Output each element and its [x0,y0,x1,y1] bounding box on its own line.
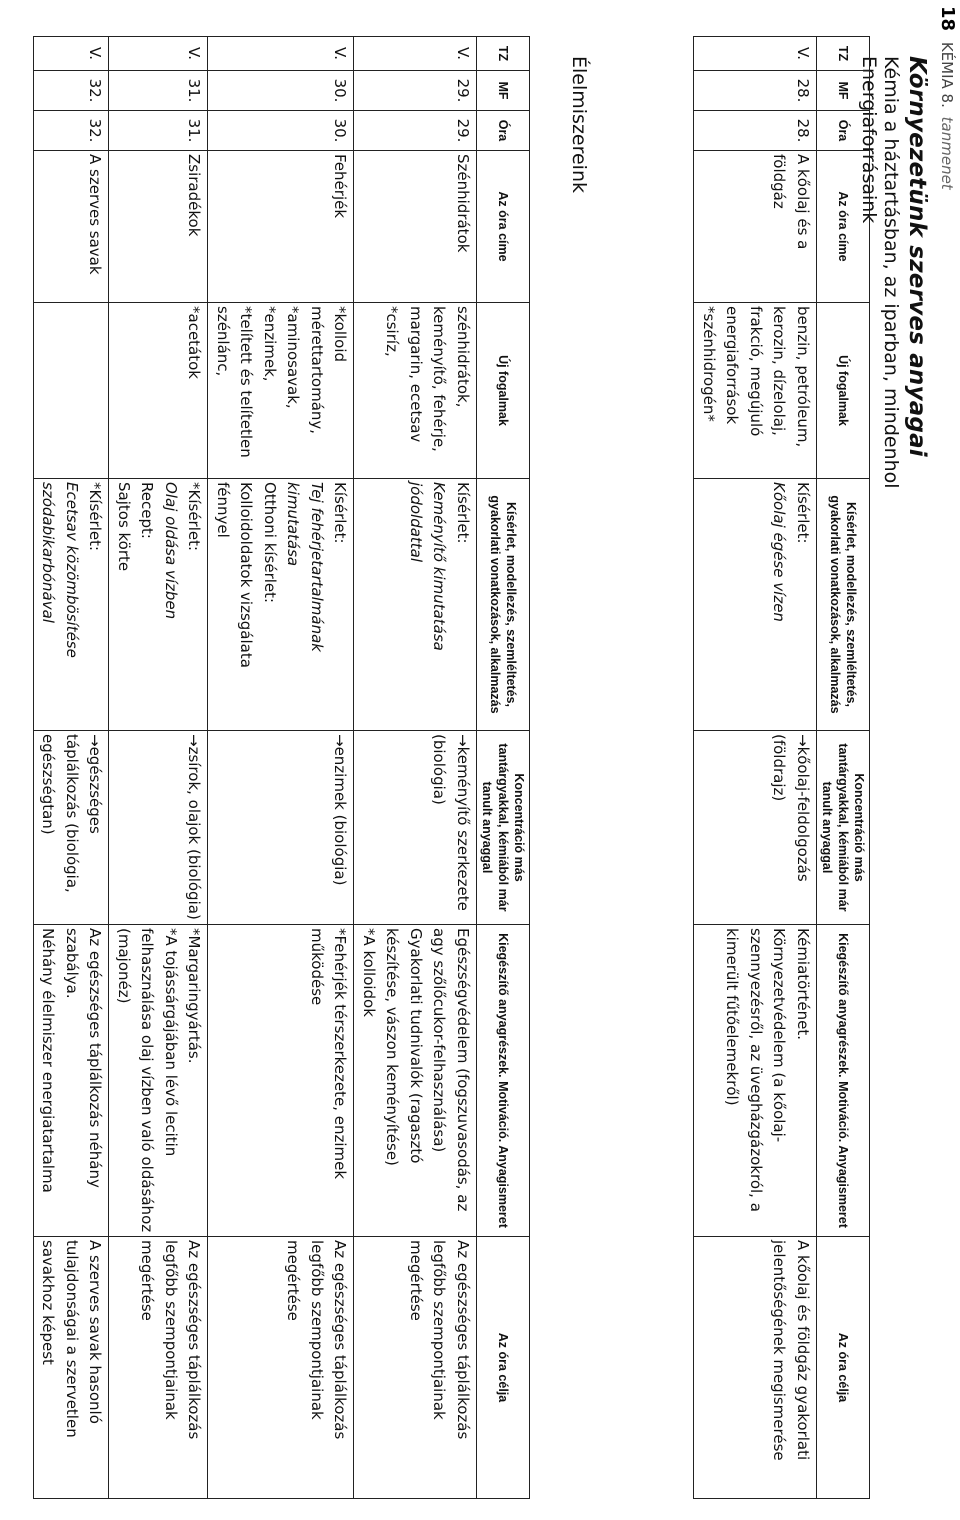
table-row [34,37,110,1499]
header-cim: Az óra címe [817,151,870,303]
cell-tz: V. [354,37,477,71]
cell-koncentracio: →zsírok, olajok (biológia) [109,731,208,925]
book-name: KÉMIA 8. [938,41,956,108]
cell-koncentracio: →keményítő szerkezete (biológia) [354,731,477,925]
cell-mf: 31. [109,71,208,111]
cell-fogalmak: szénhidrátok, keményítő, fehérje, margarin, ecetsav *csiríz, [354,303,477,479]
experiment-title: Keményítő kimutatása jódoldattal [407,482,449,651]
cell-cel: A szerves savak hasonló tulajdonságai a szervetlen savakhoz képest [34,1237,110,1499]
table-header-row [477,37,530,1499]
cell-ora: 29. [354,111,477,151]
cell-cim: A kőolaj és a földgáz [694,151,817,303]
cell-kiegeszito: *Fehérjék térszerkezete, enzimek működése [208,925,354,1237]
cell-kiegeszito: Az egészséges táplálkozás néhány szabálya. Néhány élelmiszer energiatartalma [34,925,110,1237]
header-mf: MF [817,71,870,111]
cell-kiegeszito: *Margaringyártás. *A tojássárgájában lévő lecitin felhasználása olaj vízben való oldásához (majonéz) [109,925,208,1237]
experiment-label: Kísérlet: [794,482,812,544]
cell-mf: 32. [34,71,110,111]
cell-kiserlet [109,479,208,731]
table-row [109,37,208,1499]
cell-koncentracio: →kőolaj-feldolgozás (földrajz) [694,731,817,925]
table-header-row [817,37,870,1499]
cell-kiserlet [34,479,110,731]
cell-ora: 30. [208,111,354,151]
cell-cel: Az egészséges táplálkozás legfőbb szempontjainak megértése [354,1237,477,1499]
cell-fogalmak: *acetátok [109,303,208,479]
lesson-table-food [33,36,530,1499]
header-mf: MF [477,71,530,111]
cell-tz: V. [34,37,110,71]
cell-tz: V. [208,37,354,71]
cell-ora: 28. [694,111,817,151]
table-row [354,37,477,1499]
header-tz: TZ [477,37,530,71]
cell-koncentracio: →egészséges táplálkozás (biológia, egészségtan) [34,731,110,925]
experiment-extra: Recept: Sajtos körte [115,482,157,572]
experiment-label: Kísérlet: [331,482,350,544]
document-type: tanmenet [938,116,956,190]
experiment-title: Ecetsav közömbösítése szódabikarbónával [39,482,81,658]
experiment-label: *Kísérlet: [86,482,105,552]
cell-cim: Szénhidrátok [354,151,477,303]
header-kiegeszito: Kiegészítő anyagrészek. Motiváció. Anyagismeret [817,925,870,1237]
cell-ora: 32. [34,111,110,151]
cell-kiegeszito: Egészségvédelem (fogszuvasodás, az agy szőlőcukor-felhasználása) Gyakorlati tudnivalók (ragasztó készítése, vászon keményítése) *A kolloidok [354,925,477,1237]
header-cim: Az óra címe [477,151,530,303]
cell-kiegeszito: Kémiatörténet. Környezetvédelem (a kőolaj-szennyezésről, az üvegházgázokról, a kimerült fűtőelemekről) [694,925,817,1237]
experiment-label: Kísérlet: [454,482,472,544]
cell-kiserlet [354,479,477,731]
experiment-title: Tej fehérjetartalmának kimutatása [284,482,326,652]
header-fogalmak: Új fogalmak [817,303,870,479]
cell-mf: 29. [354,71,477,111]
chapter-subtitle: Kémia a háztartásban, az iparban, mindenhol Energiaforrásaink [858,56,902,489]
page-number: 18 [937,6,958,32]
table-row [208,37,354,1499]
header-kiserlet: Kísérlet, modellezés, szemléltetés, gyakorlati vonatkozások, alkalmazás [477,479,530,731]
experiment-title: Olaj oldása vízben [162,482,180,620]
header-koncentracio: Koncentráció más tantárgyakkal, kémiából már tanult anyaggal [817,731,870,925]
header-cel: Az óra célja [817,1237,870,1499]
header-kiserlet: Kísérlet, modellezés, szemléltetés, gyakorlati vonatkozások, alkalmazás [817,479,870,731]
cell-cim: Fehérjék [208,151,354,303]
header-koncentracio: Koncentráció más tantárgyakkal, kémiából már tanult anyaggal [477,731,530,925]
experiment-extra: Otthoni kísérlet: Kolloidoldatok vizsgálata fénnyel [214,482,279,668]
cell-cel: Az egészséges táplálkozás legfőbb szempontjainak megértése [208,1237,354,1499]
cell-cim: Zsiradékok [109,151,208,303]
cell-ora: 31. [109,111,208,151]
section-title: Élelmiszereink [568,56,590,194]
cell-kiserlet [694,479,817,731]
table-row [694,37,817,1499]
chapter-title: Környezetünk szerves anyagai [904,56,930,457]
page-header [937,6,958,190]
header-cel: Az óra célja [477,1237,530,1499]
cell-tz: V. [109,37,208,71]
cell-cim: A szerves savak [34,151,110,303]
header-ora: Óra [477,111,530,151]
cell-mf: 30. [208,71,354,111]
cell-tz: V. [694,37,817,71]
experiment-label: *Kísérlet: [185,482,204,552]
header-tz: TZ [817,37,870,71]
cell-fogalmak [34,303,110,479]
cell-mf: 28. [694,71,817,111]
cell-kiserlet [208,479,354,731]
header-fogalmak: Új fogalmak [477,303,530,479]
header-kiegeszito: Kiegészítő anyagrészek. Motiváció. Anyagismeret [477,925,530,1237]
cell-cel: Az egészséges táplálkozás legfőbb szempontjainak megértése [109,1237,208,1499]
experiment-title: Kőolaj égése vízen [770,482,789,622]
lesson-table-energy [694,36,871,1499]
header-ora: Óra [817,111,870,151]
cell-koncentracio: →enzimek (biológia) [208,731,354,925]
cell-fogalmak: benzin, petróleum, kerozin, dízelolaj, frakció, megújuló energiaforrások *szénhidrogén* [694,303,817,479]
cell-fogalmak: *kolloid mérettartomány, *aminosavak, *enzimek, *telített és telítetlen szénlánc, [208,303,354,479]
cell-cel: A kőolaj és földgáz gyakorlati jelentőségének megismerése [694,1237,817,1499]
